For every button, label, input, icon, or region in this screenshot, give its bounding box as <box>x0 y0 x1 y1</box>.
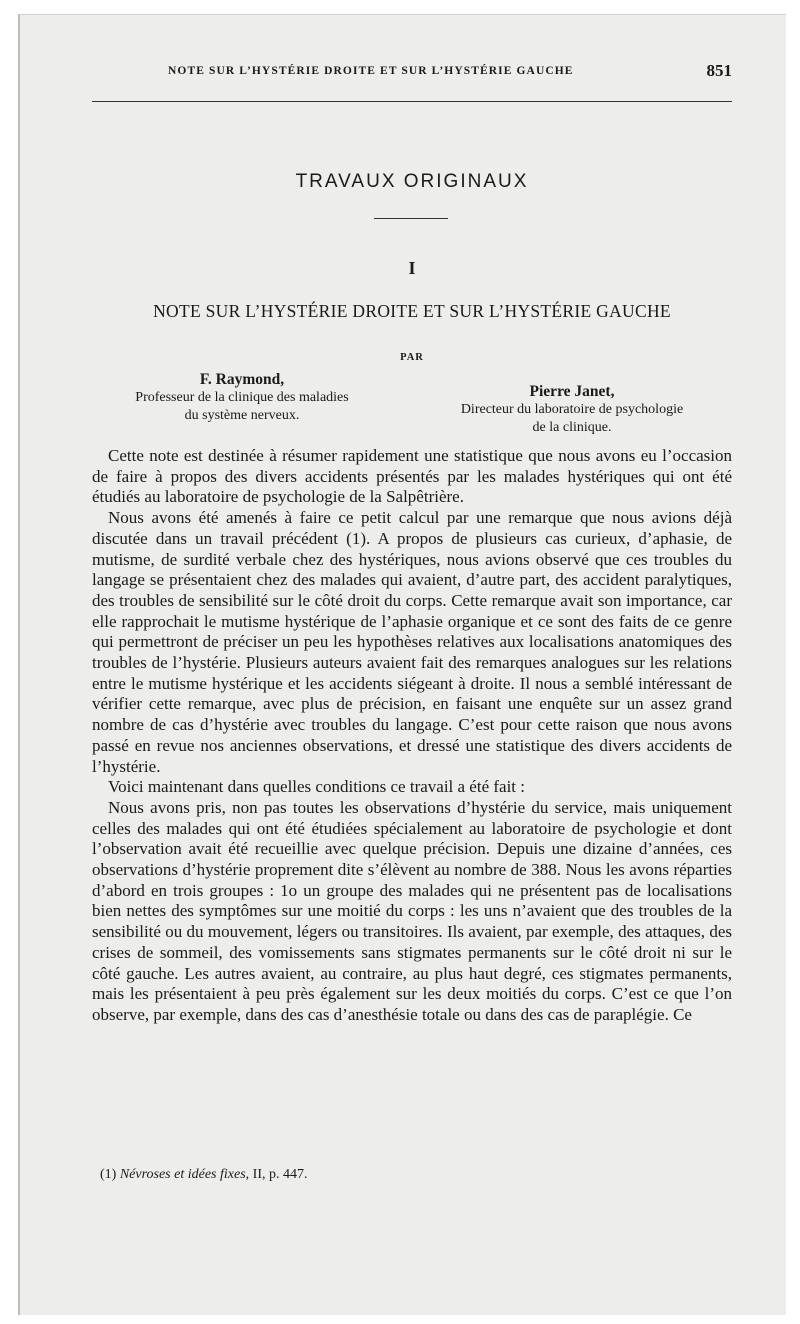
paragraph: Cette note est destinée à résumer rapidement une statistique que nous avons eu l’occasion de faire à propos des divers accidents présentés par les malades hystériques qui ont été étudiés au laboratoire de psychologie de la Salpêtrière. <box>92 446 732 507</box>
author-affiliation-line: de la clinique. <box>532 420 612 435</box>
paragraph: Nous avons pris, non pas toutes les observations d’hystérie du service, mais uniquement celles des malades qui ont été étudiées spécialement au laboratoire de psychologie et dont l’observation avait été recueillie avec quelque précision. Depuis une dizaine d’années, ces observations d’hystérie proprement dite s’élèvent au nombre de 388. Nous les avons réparties d’abord en trois groupes : 1o un groupe des malades qui ne présentent pas de localisations bien nettes des symptômes sur une moitié du corps : les uns n’avaient que des troubles de la sensibilité ou du mouvement, légers ou transitoires. Ils avaient, par exemple, des attaques, des crises de sommeil, des vomissements sans stigmates permanents sur le côté droit ni sur le côté gauche. Les autres avaient, au contraire, au plus haut degré, ces stigmates permanents, mais les présentaient à peu près également sur les deux moitiés du corps. C’est ce que l’on observe, par exemple, dans des cas d’anesthésie totale ou dans des cas de paraplégie. Ce <box>92 797 732 1024</box>
footnote-marker: (1) <box>100 1167 117 1182</box>
author-affiliation-line: du système nerveux. <box>184 408 300 423</box>
author-affiliation-line: Professeur de la clinique des maladies <box>135 390 349 405</box>
article-number: I <box>408 258 416 278</box>
author-affiliation-line: Directeur du laboratoire de psychologie <box>460 402 684 417</box>
paragraph: Voici maintenant dans quelles conditions ce travail a été fait : <box>108 777 525 797</box>
author-raymond <box>92 371 392 425</box>
footnote-reference: , II, p. 447. <box>245 1167 308 1182</box>
byline-par: PAR <box>400 352 424 363</box>
page-number: 851 <box>706 61 732 80</box>
page-sheet <box>18 14 786 1315</box>
body-text <box>92 446 732 1026</box>
section-divider <box>374 218 448 219</box>
header-rule <box>92 101 732 102</box>
running-header <box>92 61 732 85</box>
footnote-title: Névroses et idées fixes <box>119 1167 246 1182</box>
section-title: TRAVAUX ORIGINAUX <box>295 171 529 192</box>
article-title: NOTE SUR L’HYSTÉRIE DROITE ET SUR L’HYSTÉRIE GAUCHE <box>153 301 671 321</box>
footnote <box>100 1167 720 1183</box>
paragraph: Nous avons été amenés à faire ce petit calcul par une remarque que nous avions déjà discutée dans un travail précédent (1). A propos de plusieurs cas curieux, d’aphasie, de mutisme, de surdité verbale chez des hystériques, nous avions observé que ces troubles du langage se présentaient chez des malades qui avaient, d’autre part, des accident paralytiques, des troubles de sensibilité sur le côté droit du corps. Cette remarque avait son importance, car elle rapprochait le mutisme hystérique de l’aphasie organique et ce sont des faits de ce genre qui permettront de préciser un peu les hypothèses relatives aux localisations anatomiques des troubles de l’hystérie. Plusieurs auteurs avaient fait des remarques analogues sur les relations entre le mutisme hystérique et les accidents siégeant à droite. Il nous a semblé intéressant de vérifier cette remarque, avec plus de précision, en faisant une enquête sur un assez grand nombre de cas d’hystérie avec troubles du langage. C’est pour cette raison que nous avons passé en revue nos anciennes observations, et dressé une statistique des divers accidents de l’hystérie. <box>92 508 732 776</box>
author-name: Pierre Janet, <box>529 383 615 400</box>
running-title: NOTE SUR L’HYSTÉRIE DROITE ET SUR L’HYSTÉRIE GAUCHE <box>168 65 574 77</box>
author-name: F. Raymond, <box>199 371 285 388</box>
author-janet <box>422 383 722 437</box>
